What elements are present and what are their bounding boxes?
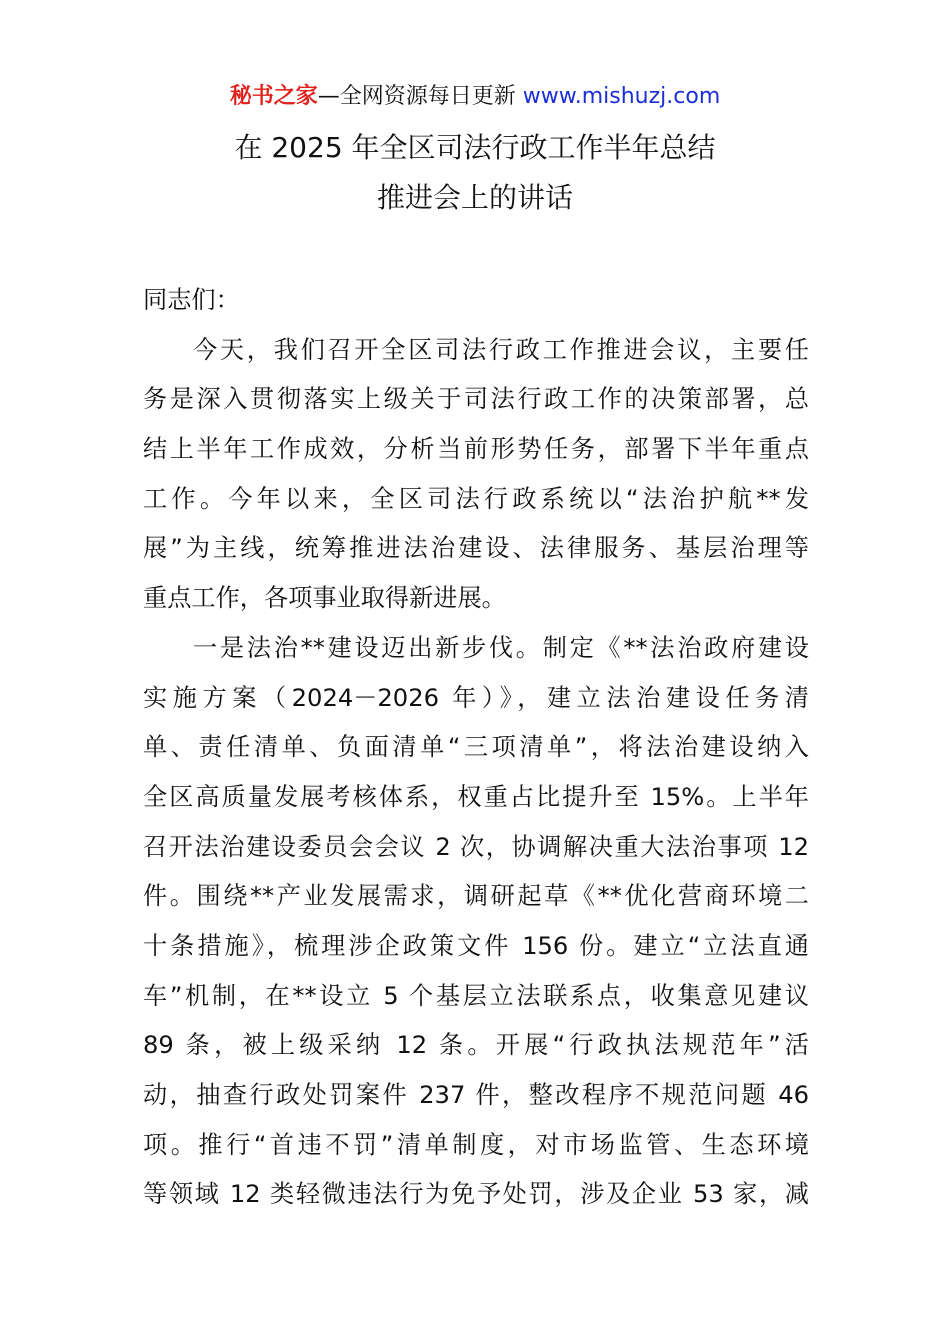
body-line: 项。推行“首违不罚”清单制度，对市场监管、生态环境 xyxy=(143,1130,809,1159)
header-slogan: —全网资源每日更新 xyxy=(317,84,523,109)
document-title-line-1: 在 2025 年全区司法行政工作半年总结 xyxy=(234,131,716,164)
body-line: 工作。今年以来，全区司法行政系统以“法治护航**发 xyxy=(143,484,809,513)
body-line: 全区高质量发展考核体系，权重占比提升至 15%。上半年 xyxy=(143,782,809,811)
body-line: 十条措施》，梳理涉企政策文件 156 份。建立“立法直通 xyxy=(143,931,809,960)
body-line: 一是法治**建设迈出新步伐。制定《**法治政府建设 xyxy=(193,633,809,662)
body-line: 结上半年工作成效，分析当前形势任务，部署下半年重点 xyxy=(143,435,809,464)
site-url-link[interactable]: www.mishuzj.com xyxy=(522,84,721,109)
body-line: 今天，我们召开全区司法行政工作推进会议，主要任 xyxy=(193,335,809,364)
body-line: 动，抽查行政处罚案件 237 件，整改程序不规范问题 46 xyxy=(143,1081,809,1109)
body-line: 89 条，被上级采纳 12 条。开展“行政执法规范年”活 xyxy=(143,1031,809,1060)
body-line: 实施方案（2024－2026 年）》，建立法治建设任务清 xyxy=(143,683,809,712)
body-line: 单、责任清单、负面清单“三项清单”，将法治建设纳入 xyxy=(143,733,809,762)
document-title-line-2: 推进会上的讲话 xyxy=(376,181,573,214)
body-line: 等领域 12 类轻微违法行为免予处罚，涉及企业 53 家，减 xyxy=(143,1180,809,1209)
body-line: 召开法治建设委员会会议 2 次，协调解决重大法治事项 12 xyxy=(143,832,809,861)
salutation: 同志们： xyxy=(143,286,240,314)
body-line: 重点工作，各项事业取得新进展。 xyxy=(143,584,506,613)
brand-name: 秘书之家 xyxy=(229,84,318,109)
document-body xyxy=(143,276,809,1220)
body-line: 展”为主线，统筹推进法治建设、法律服务、基层治理等 xyxy=(143,534,809,563)
body-line: 车”机制，在**设立 5 个基层立法联系点，收集意见建议 xyxy=(143,981,809,1010)
body-line: 件。围绕**产业发展需求，调研起草《**优化营商环境二 xyxy=(143,882,809,911)
body-line: 务是深入贯彻落实上级关于司法行政工作的决策部署，总 xyxy=(143,385,809,414)
site-header xyxy=(0,82,950,112)
